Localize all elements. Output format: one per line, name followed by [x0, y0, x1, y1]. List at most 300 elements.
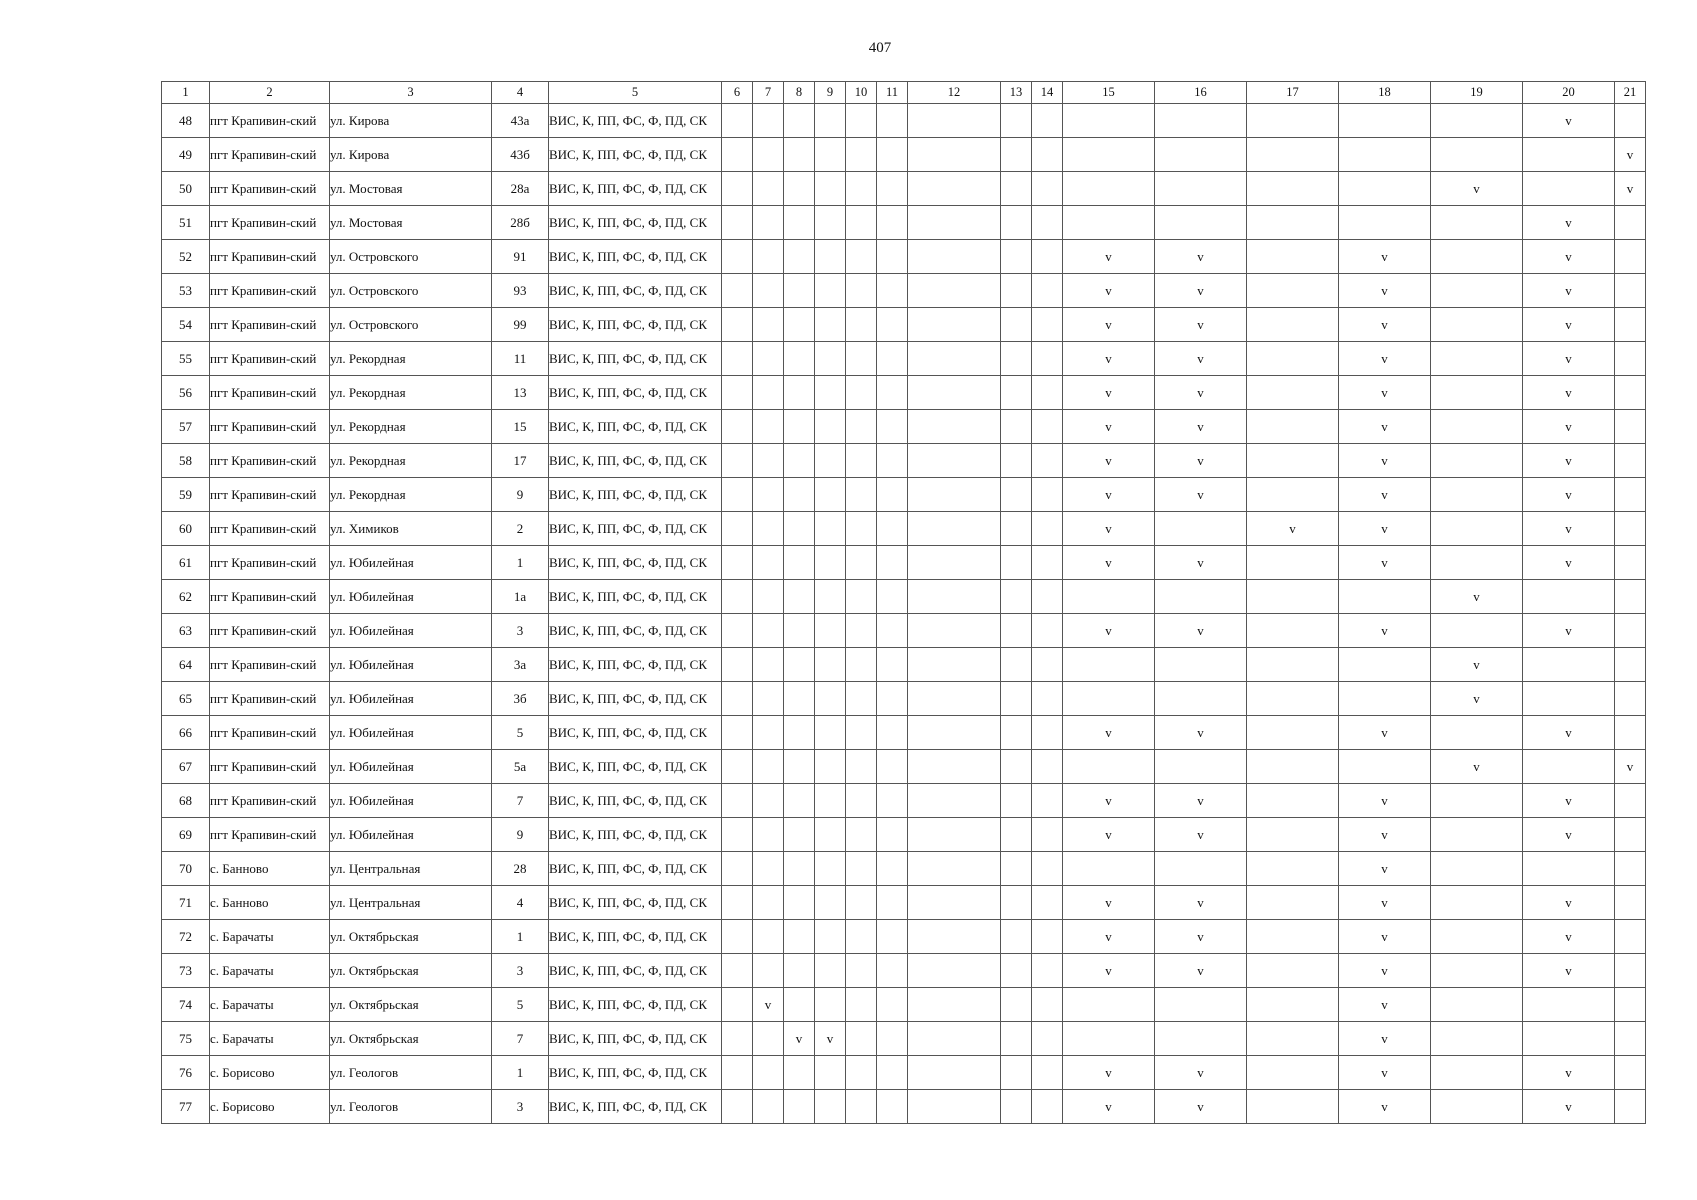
mark-cell-col-21: [1615, 512, 1646, 546]
mark-cell-col-7: [753, 818, 784, 852]
mark-cell-col-20: v: [1523, 444, 1615, 478]
table-row: [162, 172, 1646, 206]
mark-cell-col-13: [1001, 342, 1032, 376]
mark-cell-col-10: [846, 818, 877, 852]
mark-cell-col-18: [1339, 648, 1431, 682]
mark-cell-col-12: [908, 1056, 1001, 1090]
mark-cell-col-18: v: [1339, 512, 1431, 546]
mark-cell-col-8: [784, 206, 815, 240]
mark-cell-col-17: [1247, 716, 1339, 750]
table-row: [162, 784, 1646, 818]
works-list-cell: ВИС, К, ПП, ФС, Ф, ПД, СК: [549, 818, 722, 852]
mark-cell-col-9: [815, 988, 846, 1022]
mark-cell-col-6: [722, 1090, 753, 1124]
mark-cell-col-11: [877, 1056, 908, 1090]
mark-cell-col-19: [1431, 478, 1523, 512]
street-cell: ул. Мостовая: [330, 172, 492, 206]
mark-cell-col-8: [784, 954, 815, 988]
mark-cell-col-14: [1032, 512, 1063, 546]
mark-cell-col-6: [722, 478, 753, 512]
street-cell: ул. Центральная: [330, 886, 492, 920]
mark-cell-col-11: [877, 376, 908, 410]
mark-cell-col-17: [1247, 104, 1339, 138]
column-header: 5: [549, 82, 722, 104]
settlement-cell: с. Барачаты: [210, 920, 330, 954]
mark-cell-col-10: [846, 376, 877, 410]
mark-cell-col-15: v: [1063, 1090, 1155, 1124]
mark-cell-col-20: v: [1523, 274, 1615, 308]
mark-cell-col-14: [1032, 886, 1063, 920]
mark-cell-col-18: v: [1339, 614, 1431, 648]
mark-cell-col-18: v: [1339, 410, 1431, 444]
mark-cell-col-13: [1001, 580, 1032, 614]
house-number-cell: 15: [492, 410, 549, 444]
mark-cell-col-10: [846, 410, 877, 444]
mark-cell-col-11: [877, 648, 908, 682]
mark-cell-col-17: [1247, 376, 1339, 410]
mark-cell-col-11: [877, 342, 908, 376]
mark-cell-col-21: [1615, 818, 1646, 852]
mark-cell-col-20: v: [1523, 954, 1615, 988]
house-number-cell: 3: [492, 614, 549, 648]
mark-cell-col-15: v: [1063, 716, 1155, 750]
mark-cell-col-10: [846, 920, 877, 954]
mark-cell-col-15: v: [1063, 784, 1155, 818]
mark-cell-col-7: [753, 1022, 784, 1056]
mark-cell-col-8: v: [784, 1022, 815, 1056]
mark-cell-col-12: [908, 784, 1001, 818]
settlement-cell: с. Банново: [210, 886, 330, 920]
mark-cell-col-7: [753, 444, 784, 478]
row-number-cell: 70: [162, 852, 210, 886]
mark-cell-col-11: [877, 886, 908, 920]
mark-cell-col-8: [784, 920, 815, 954]
mark-cell-col-8: [784, 138, 815, 172]
settlement-cell: пгт Крапивин-ский: [210, 512, 330, 546]
mark-cell-col-14: [1032, 410, 1063, 444]
mark-cell-col-21: [1615, 1090, 1646, 1124]
mark-cell-col-13: [1001, 546, 1032, 580]
mark-cell-col-7: [753, 614, 784, 648]
mark-cell-col-17: [1247, 444, 1339, 478]
column-header: 18: [1339, 82, 1431, 104]
mark-cell-col-9: [815, 852, 846, 886]
mark-cell-col-8: [784, 648, 815, 682]
mark-cell-col-11: [877, 818, 908, 852]
works-list-cell: ВИС, К, ПП, ФС, Ф, ПД, СК: [549, 172, 722, 206]
mark-cell-col-17: [1247, 614, 1339, 648]
mark-cell-col-14: [1032, 104, 1063, 138]
mark-cell-col-17: [1247, 784, 1339, 818]
mark-cell-col-9: [815, 342, 846, 376]
mark-cell-col-18: v: [1339, 1090, 1431, 1124]
mark-cell-col-12: [908, 614, 1001, 648]
mark-cell-col-10: [846, 240, 877, 274]
works-list-cell: ВИС, К, ПП, ФС, Ф, ПД, СК: [549, 580, 722, 614]
row-number-cell: 55: [162, 342, 210, 376]
mark-cell-col-15: v: [1063, 410, 1155, 444]
mark-cell-col-12: [908, 138, 1001, 172]
street-cell: ул. Октябрьская: [330, 988, 492, 1022]
mark-cell-col-7: [753, 886, 784, 920]
mark-cell-col-19: [1431, 376, 1523, 410]
mark-cell-col-12: [908, 240, 1001, 274]
settlement-cell: с. Борисово: [210, 1090, 330, 1124]
mark-cell-col-12: [908, 1022, 1001, 1056]
settlement-cell: пгт Крапивин-ский: [210, 750, 330, 784]
street-cell: ул. Юбилейная: [330, 580, 492, 614]
house-number-cell: 1а: [492, 580, 549, 614]
mark-cell-col-21: v: [1615, 138, 1646, 172]
mark-cell-col-18: v: [1339, 818, 1431, 852]
mark-cell-col-16: v: [1155, 410, 1247, 444]
mark-cell-col-10: [846, 784, 877, 818]
mark-cell-col-14: [1032, 240, 1063, 274]
table-row: [162, 342, 1646, 376]
mark-cell-col-11: [877, 444, 908, 478]
mark-cell-col-17: [1247, 410, 1339, 444]
mark-cell-col-11: [877, 1022, 908, 1056]
table-body: [162, 104, 1646, 1124]
table-row: [162, 988, 1646, 1022]
works-list-cell: ВИС, К, ПП, ФС, Ф, ПД, СК: [549, 750, 722, 784]
mark-cell-col-9: [815, 376, 846, 410]
mark-cell-col-13: [1001, 206, 1032, 240]
mark-cell-col-7: [753, 172, 784, 206]
mark-cell-col-10: [846, 478, 877, 512]
mark-cell-col-20: v: [1523, 410, 1615, 444]
column-header: 14: [1032, 82, 1063, 104]
works-list-cell: ВИС, К, ПП, ФС, Ф, ПД, СК: [549, 784, 722, 818]
table-row: [162, 478, 1646, 512]
mark-cell-col-7: [753, 954, 784, 988]
row-number-cell: 60: [162, 512, 210, 546]
mark-cell-col-13: [1001, 852, 1032, 886]
mark-cell-col-10: [846, 954, 877, 988]
mark-cell-col-9: v: [815, 1022, 846, 1056]
mark-cell-col-14: [1032, 648, 1063, 682]
mark-cell-col-14: [1032, 716, 1063, 750]
mark-cell-col-7: v: [753, 988, 784, 1022]
mark-cell-col-20: v: [1523, 1090, 1615, 1124]
mark-cell-col-10: [846, 682, 877, 716]
mark-cell-col-20: v: [1523, 512, 1615, 546]
mark-cell-col-21: [1615, 954, 1646, 988]
settlement-cell: пгт Крапивин-ский: [210, 206, 330, 240]
mark-cell-col-6: [722, 614, 753, 648]
mark-cell-col-12: [908, 104, 1001, 138]
house-number-cell: 17: [492, 444, 549, 478]
mark-cell-col-6: [722, 750, 753, 784]
mark-cell-col-8: [784, 580, 815, 614]
mark-cell-col-13: [1001, 274, 1032, 308]
mark-cell-col-15: [1063, 104, 1155, 138]
mark-cell-col-15: v: [1063, 274, 1155, 308]
mark-cell-col-15: v: [1063, 478, 1155, 512]
works-list-cell: ВИС, К, ПП, ФС, Ф, ПД, СК: [549, 648, 722, 682]
settlement-cell: пгт Крапивин-ский: [210, 818, 330, 852]
mark-cell-col-17: [1247, 682, 1339, 716]
mark-cell-col-21: [1615, 274, 1646, 308]
mark-cell-col-6: [722, 308, 753, 342]
mark-cell-col-16: [1155, 682, 1247, 716]
mark-cell-col-12: [908, 1090, 1001, 1124]
mark-cell-col-16: v: [1155, 1090, 1247, 1124]
mark-cell-col-10: [846, 104, 877, 138]
table-row: [162, 716, 1646, 750]
mark-cell-col-21: [1615, 1022, 1646, 1056]
works-list-cell: ВИС, К, ПП, ФС, Ф, ПД, СК: [549, 240, 722, 274]
mark-cell-col-19: [1431, 920, 1523, 954]
works-list-cell: ВИС, К, ПП, ФС, Ф, ПД, СК: [549, 852, 722, 886]
street-cell: ул. Юбилейная: [330, 682, 492, 716]
house-number-cell: 1: [492, 920, 549, 954]
mark-cell-col-19: v: [1431, 648, 1523, 682]
mark-cell-col-17: [1247, 308, 1339, 342]
house-number-cell: 5: [492, 988, 549, 1022]
mark-cell-col-9: [815, 478, 846, 512]
mark-cell-col-21: v: [1615, 172, 1646, 206]
mark-cell-col-15: v: [1063, 954, 1155, 988]
mark-cell-col-21: [1615, 988, 1646, 1022]
settlement-cell: пгт Крапивин-ский: [210, 716, 330, 750]
mark-cell-col-10: [846, 580, 877, 614]
mark-cell-col-18: v: [1339, 886, 1431, 920]
table-row: [162, 104, 1646, 138]
mark-cell-col-7: [753, 478, 784, 512]
mark-cell-col-21: [1615, 206, 1646, 240]
mark-cell-col-19: [1431, 546, 1523, 580]
mark-cell-col-9: [815, 920, 846, 954]
mark-cell-col-10: [846, 546, 877, 580]
mark-cell-col-15: v: [1063, 444, 1155, 478]
mark-cell-col-16: v: [1155, 274, 1247, 308]
settlement-cell: пгт Крапивин-ский: [210, 342, 330, 376]
works-list-cell: ВИС, К, ПП, ФС, Ф, ПД, СК: [549, 478, 722, 512]
mark-cell-col-13: [1001, 478, 1032, 512]
mark-cell-col-19: v: [1431, 682, 1523, 716]
mark-cell-col-13: [1001, 444, 1032, 478]
settlement-cell: пгт Крапивин-ский: [210, 104, 330, 138]
mark-cell-col-16: [1155, 172, 1247, 206]
mark-cell-col-18: v: [1339, 988, 1431, 1022]
street-cell: ул. Юбилейная: [330, 614, 492, 648]
table-row: [162, 682, 1646, 716]
mark-cell-col-16: v: [1155, 784, 1247, 818]
mark-cell-col-8: [784, 886, 815, 920]
mark-cell-col-6: [722, 648, 753, 682]
mark-cell-col-9: [815, 546, 846, 580]
house-number-cell: 3: [492, 954, 549, 988]
mark-cell-col-9: [815, 1090, 846, 1124]
mark-cell-col-9: [815, 614, 846, 648]
mark-cell-col-17: [1247, 750, 1339, 784]
row-number-cell: 49: [162, 138, 210, 172]
street-cell: ул. Островского: [330, 240, 492, 274]
row-number-cell: 52: [162, 240, 210, 274]
mark-cell-col-20: v: [1523, 716, 1615, 750]
street-cell: ул. Рекордная: [330, 444, 492, 478]
mark-cell-col-13: [1001, 1022, 1032, 1056]
mark-cell-col-8: [784, 512, 815, 546]
mark-cell-col-19: [1431, 614, 1523, 648]
mark-cell-col-13: [1001, 920, 1032, 954]
mark-cell-col-13: [1001, 240, 1032, 274]
mark-cell-col-12: [908, 444, 1001, 478]
mark-cell-col-16: [1155, 138, 1247, 172]
mark-cell-col-11: [877, 954, 908, 988]
mark-cell-col-11: [877, 512, 908, 546]
mark-cell-col-6: [722, 852, 753, 886]
mark-cell-col-16: [1155, 852, 1247, 886]
row-number-cell: 69: [162, 818, 210, 852]
mark-cell-col-11: [877, 988, 908, 1022]
column-header: 10: [846, 82, 877, 104]
mark-cell-col-17: [1247, 920, 1339, 954]
mark-cell-col-18: [1339, 104, 1431, 138]
settlement-cell: пгт Крапивин-ский: [210, 274, 330, 308]
mark-cell-col-21: [1615, 648, 1646, 682]
mark-cell-col-12: [908, 376, 1001, 410]
mark-cell-col-20: [1523, 852, 1615, 886]
mark-cell-col-13: [1001, 954, 1032, 988]
mark-cell-col-17: [1247, 852, 1339, 886]
row-number-cell: 61: [162, 546, 210, 580]
works-list-cell: ВИС, К, ПП, ФС, Ф, ПД, СК: [549, 1090, 722, 1124]
mark-cell-col-20: [1523, 1022, 1615, 1056]
mark-cell-col-18: v: [1339, 852, 1431, 886]
mark-cell-col-9: [815, 206, 846, 240]
mark-cell-col-19: [1431, 308, 1523, 342]
mark-cell-col-20: [1523, 580, 1615, 614]
mark-cell-col-18: v: [1339, 716, 1431, 750]
mark-cell-col-10: [846, 886, 877, 920]
table-row: [162, 1022, 1646, 1056]
settlement-cell: с. Банново: [210, 852, 330, 886]
mark-cell-col-10: [846, 614, 877, 648]
settlement-cell: пгт Крапивин-ский: [210, 614, 330, 648]
mark-cell-col-12: [908, 818, 1001, 852]
mark-cell-col-6: [722, 988, 753, 1022]
mark-cell-col-21: [1615, 886, 1646, 920]
mark-cell-col-7: [753, 410, 784, 444]
mark-cell-col-14: [1032, 920, 1063, 954]
mark-cell-col-15: [1063, 750, 1155, 784]
mark-cell-col-20: v: [1523, 784, 1615, 818]
mark-cell-col-11: [877, 240, 908, 274]
mark-cell-col-15: [1063, 172, 1155, 206]
works-table: [161, 81, 1646, 1124]
mark-cell-col-18: v: [1339, 546, 1431, 580]
mark-cell-col-11: [877, 206, 908, 240]
mark-cell-col-15: v: [1063, 308, 1155, 342]
mark-cell-col-9: [815, 954, 846, 988]
column-header: 21: [1615, 82, 1646, 104]
mark-cell-col-19: [1431, 818, 1523, 852]
mark-cell-col-19: v: [1431, 172, 1523, 206]
column-header: 8: [784, 82, 815, 104]
street-cell: ул. Островского: [330, 274, 492, 308]
mark-cell-col-7: [753, 206, 784, 240]
mark-cell-col-6: [722, 784, 753, 818]
mark-cell-col-14: [1032, 546, 1063, 580]
mark-cell-col-12: [908, 648, 1001, 682]
house-number-cell: 43а: [492, 104, 549, 138]
mark-cell-col-17: [1247, 886, 1339, 920]
mark-cell-col-15: [1063, 138, 1155, 172]
mark-cell-col-12: [908, 410, 1001, 444]
mark-cell-col-18: [1339, 172, 1431, 206]
house-number-cell: 2: [492, 512, 549, 546]
mark-cell-col-6: [722, 716, 753, 750]
mark-cell-col-13: [1001, 1090, 1032, 1124]
mark-cell-col-18: v: [1339, 342, 1431, 376]
mark-cell-col-16: v: [1155, 818, 1247, 852]
mark-cell-col-16: [1155, 206, 1247, 240]
column-header: 20: [1523, 82, 1615, 104]
row-number-cell: 64: [162, 648, 210, 682]
mark-cell-col-10: [846, 750, 877, 784]
mark-cell-col-8: [784, 716, 815, 750]
works-list-cell: ВИС, К, ПП, ФС, Ф, ПД, СК: [549, 920, 722, 954]
mark-cell-col-6: [722, 512, 753, 546]
row-number-cell: 74: [162, 988, 210, 1022]
house-number-cell: 13: [492, 376, 549, 410]
mark-cell-col-21: [1615, 478, 1646, 512]
settlement-cell: пгт Крапивин-ский: [210, 308, 330, 342]
column-header: 9: [815, 82, 846, 104]
mark-cell-col-8: [784, 444, 815, 478]
row-number-cell: 62: [162, 580, 210, 614]
mark-cell-col-20: v: [1523, 104, 1615, 138]
mark-cell-col-8: [784, 1090, 815, 1124]
works-list-cell: ВИС, К, ПП, ФС, Ф, ПД, СК: [549, 206, 722, 240]
column-header: 19: [1431, 82, 1523, 104]
mark-cell-col-20: v: [1523, 818, 1615, 852]
table-row: [162, 580, 1646, 614]
mark-cell-col-14: [1032, 852, 1063, 886]
street-cell: ул. Мостовая: [330, 206, 492, 240]
column-header: 12: [908, 82, 1001, 104]
mark-cell-col-17: [1247, 172, 1339, 206]
mark-cell-col-21: [1615, 580, 1646, 614]
mark-cell-col-19: [1431, 104, 1523, 138]
house-number-cell: 9: [492, 818, 549, 852]
mark-cell-col-14: [1032, 172, 1063, 206]
mark-cell-col-13: [1001, 1056, 1032, 1090]
mark-cell-col-6: [722, 682, 753, 716]
mark-cell-col-15: v: [1063, 240, 1155, 274]
mark-cell-col-8: [784, 852, 815, 886]
works-list-cell: ВИС, К, ПП, ФС, Ф, ПД, СК: [549, 512, 722, 546]
mark-cell-col-6: [722, 410, 753, 444]
mark-cell-col-16: [1155, 1022, 1247, 1056]
row-number-cell: 51: [162, 206, 210, 240]
mark-cell-col-17: [1247, 818, 1339, 852]
column-header: 13: [1001, 82, 1032, 104]
mark-cell-col-8: [784, 988, 815, 1022]
mark-cell-col-20: [1523, 172, 1615, 206]
row-number-cell: 48: [162, 104, 210, 138]
mark-cell-col-20: v: [1523, 920, 1615, 954]
mark-cell-col-17: [1247, 988, 1339, 1022]
mark-cell-col-19: v: [1431, 750, 1523, 784]
mark-cell-col-21: [1615, 308, 1646, 342]
mark-cell-col-18: v: [1339, 1056, 1431, 1090]
mark-cell-col-19: [1431, 274, 1523, 308]
settlement-cell: пгт Крапивин-ский: [210, 580, 330, 614]
mark-cell-col-21: [1615, 852, 1646, 886]
